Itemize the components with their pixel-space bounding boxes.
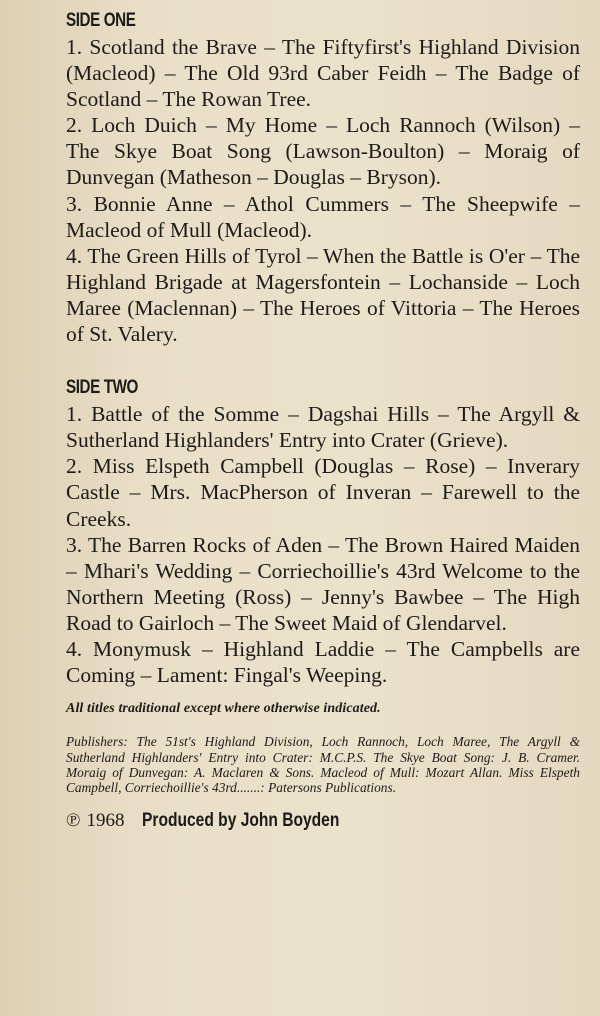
- side-one-track-4: 4. The Green Hills of Tyrol – When the Battle is O'er – The Highland Brigade at Magersfontein – Lochanside – Loch Maree (Maclennan) – The Heroes of Vittoria – The Heroes of St. Valery.: [66, 243, 580, 347]
- side-two-track-1: 1. Battle of the Somme – Dagshai Hills – The Argyll & Sutherland Highlanders' Entry into Crater (Grieve).: [66, 402, 580, 453]
- side-one-heading: SIDE ONE: [66, 10, 136, 31]
- side-two-heading: SIDE TWO: [66, 377, 138, 399]
- side-two-track-3: 3. The Barren Rocks of Aden – The Brown Haired Maiden – Mhari's Wedding – Corriechoillie's 43rd Welcome to the Northern Meeting (Ross) – Jenny's Bawbee – The High Road to Gairloch – The Sweet Maid of Glendarvel.: [66, 532, 580, 635]
- side-two-track-4: 4. Monymusk – Highland Laddie – The Campbells are Coming – Lament: Fingal's Weeping.: [66, 636, 580, 688]
- footer: [66, 808, 580, 834]
- publishers-credits: Publishers: The 51st's Highland Division, Loch Rannoch, Loch Maree, The Argyll & Sutherland Highlanders' Entry into Crater: M.C.P.S. The Skye Boat Song: J. B. Cramer. Moraig of Dunvegan: A. Maclaren & Sons. Macleod of Mull: Mozart Allan. Miss Elspeth Campbell, Corriechoillie's 43rd.......: Patersons Publications.: [66, 734, 580, 796]
- section-spacer: [66, 347, 580, 375]
- side-one-track-3: 3. Bonnie Anne – Athol Cummers – The Sheepwife – Macleod of Mull (Macleod).: [66, 191, 580, 242]
- copyright-year: 1968: [86, 809, 125, 831]
- side-one-track-2: 2. Loch Duich – My Home – Loch Rannoch (Wilson) – The Skye Boat Song (Lawson-Boulton) – Moraig of Dunvegan (Matheson – Douglas – Bryson).: [66, 113, 580, 190]
- side-two-track-2: 2. Miss Elspeth Campbell (Douglas – Rose) – Inverary Castle – Mrs. MacPherson of Inveran – Farewell to the Creeks.: [66, 454, 580, 531]
- liner-notes: [66, 8, 580, 834]
- side-one-track-1: 1. Scotland the Brave – The Fiftyfirst's Highland Division (Macleod) – The Old 93rd Caber Feidh – The Badge of Scotland – The Rowan Tree.: [66, 35, 580, 112]
- producer-credit: Produced by John Boyden: [142, 809, 340, 831]
- phonogram-copyright-icon: ℗: [66, 809, 81, 831]
- traditional-note: All titles traditional except where otherwise indicated.: [66, 701, 381, 717]
